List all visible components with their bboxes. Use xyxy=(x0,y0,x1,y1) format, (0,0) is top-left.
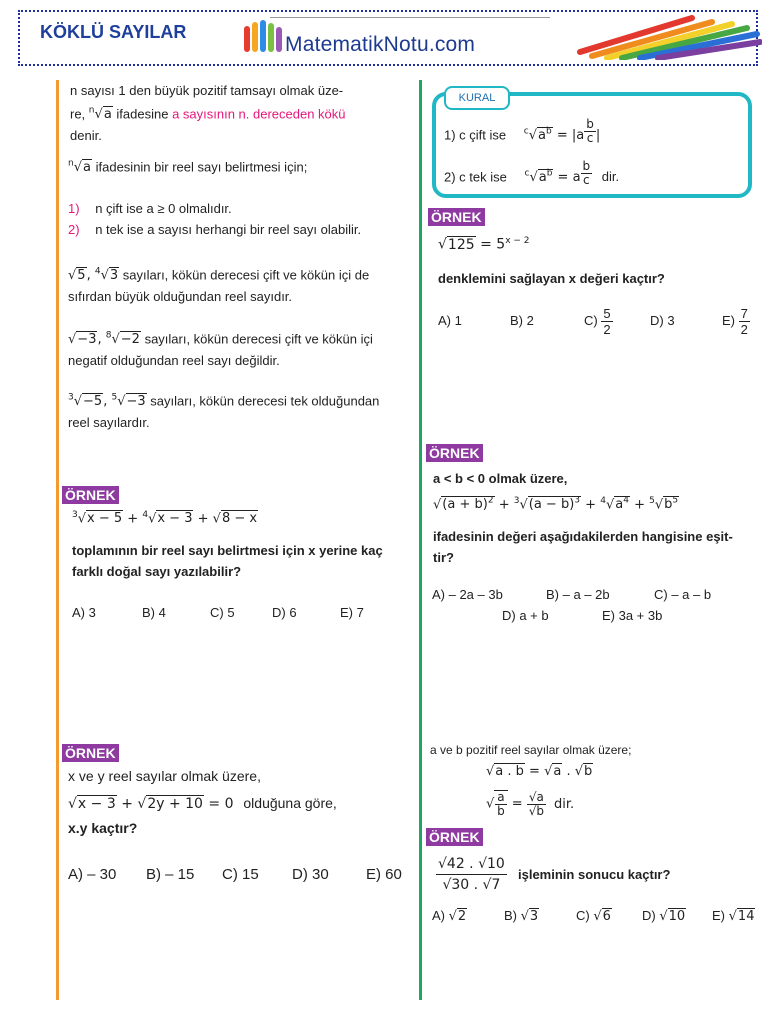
example-1-question xyxy=(72,540,417,582)
item-text: n tek ise a sayısı herhangi bir reel sayı olabilir. xyxy=(95,222,362,237)
answer-option[interactable]: C) 15 xyxy=(222,866,259,883)
para-line xyxy=(68,262,418,286)
option-letter: B) xyxy=(504,908,517,923)
answer-option[interactable]: D) a + b xyxy=(502,608,549,623)
option-letter: C) xyxy=(584,312,598,328)
condition-text: ifadesinin bir reel sayı belirtmesi için; xyxy=(95,159,308,175)
item-number: 1) xyxy=(68,201,80,216)
answer-option[interactable]: D) 30 xyxy=(292,866,329,883)
rule-2 xyxy=(444,160,619,188)
answer-option[interactable]: E) 60 xyxy=(366,866,402,883)
condition-2 xyxy=(68,219,361,240)
answer-option[interactable] xyxy=(432,908,467,924)
answer-option[interactable]: C) – a – b xyxy=(654,587,712,602)
nth-root-a: $^n$√a xyxy=(88,106,112,123)
item-number: 2) xyxy=(68,222,80,237)
example-2-equation xyxy=(68,795,337,812)
para-line: sıfırdan büyük olduğundan reel sayıdır. xyxy=(68,289,293,305)
option-value: √14 xyxy=(728,909,755,924)
rule-text: 1) c çift ise xyxy=(444,127,507,143)
para-line: reel sayılardır. xyxy=(68,415,150,431)
example-para-2 xyxy=(68,326,418,371)
question-line: ifadesinin değeri aşağıdakilerden hangisine eşit- xyxy=(433,529,733,544)
rule-label: KURAL xyxy=(444,86,510,110)
option-letter: E) xyxy=(722,312,735,328)
option-letter: E) xyxy=(712,908,725,923)
example-label: ÖRNEK xyxy=(62,744,119,762)
answer-option[interactable]: B) 4 xyxy=(142,605,166,620)
option-fraction: $\frac{7}{2}$ xyxy=(740,306,748,337)
para-line xyxy=(68,388,418,412)
intro-text: re, xyxy=(70,106,86,122)
radicand-fraction: $\frac{a}{b}$ xyxy=(494,790,507,818)
answer-option[interactable] xyxy=(712,908,755,924)
answer-option[interactable] xyxy=(722,306,750,337)
answer-option[interactable]: B) – a – 2b xyxy=(546,587,610,602)
option-letter: C) xyxy=(576,908,590,923)
example-para-1 xyxy=(68,262,418,307)
example-label: ÖRNEK xyxy=(426,828,483,846)
option-letter: A) xyxy=(432,908,445,923)
rule-1-formula: $^c√a^b = |a$ $^{\frac{b}{c}}$ | xyxy=(523,117,601,145)
example-3-question: denklemini sağlayan x değeri kaçtır? xyxy=(438,271,665,286)
intro-text: ifadesine xyxy=(116,106,169,122)
brand-divider xyxy=(270,17,550,18)
answer-option[interactable]: A) – 2a – 3b xyxy=(432,587,503,602)
exponent-fraction: b c xyxy=(582,159,591,187)
example-2-intro: x ve y reel sayılar olmak üzere, xyxy=(68,768,261,784)
nth-root-a: $^n$√a xyxy=(68,159,91,176)
example-label: ÖRNEK xyxy=(428,208,485,226)
example-label: ÖRNEK xyxy=(62,486,119,504)
root-expr: $^3$√−5, $^5$√−3 xyxy=(68,393,146,410)
brand-name: MatematikNotu.com xyxy=(285,33,476,56)
product-rule: √a . b = √a . √b xyxy=(486,764,593,779)
answer-option[interactable]: B) – 15 xyxy=(146,866,195,883)
colored-pencils-icon xyxy=(572,12,762,60)
answer-option[interactable]: D) 6 xyxy=(272,605,297,620)
equation-text: olduğuna göre, xyxy=(243,795,337,811)
root-expr: √5, $^4$√3 xyxy=(68,267,119,284)
rule-2-intro: a ve b pozitif reel sayılar olmak üzere; xyxy=(430,743,632,757)
expression-fraction: $\frac{√42 . √10}{√30 . √7}$ xyxy=(438,856,505,893)
answer-option[interactable] xyxy=(584,306,613,337)
example-4-condition: a < b < 0 olmak üzere, xyxy=(433,471,568,486)
rule-text: dir. xyxy=(601,169,620,185)
page-title: KÖKLÜ SAYILAR xyxy=(40,22,187,42)
example-3-equation: $√125 = 5^{x - 2}$ xyxy=(438,236,530,253)
right-column-rule xyxy=(419,80,422,1000)
option-fraction: $\frac{5}{2}$ xyxy=(603,306,611,337)
question-line: toplamının bir reel sayı belirtmesi için x yerine kaç xyxy=(72,543,383,558)
rule-text: dir. xyxy=(553,796,575,812)
answer-option[interactable]: B) 2 xyxy=(510,313,534,328)
condition-line xyxy=(68,154,307,178)
para-line xyxy=(68,326,418,350)
para-text: sayıları, kökün derecesi tek olduğundan xyxy=(150,393,380,409)
question-line: tir? xyxy=(433,550,454,565)
answer-option[interactable]: A) 1 xyxy=(438,313,462,328)
answer-option[interactable]: C) 5 xyxy=(210,605,235,620)
answer-option[interactable] xyxy=(576,908,612,924)
root-expr: √−3, $^8$√−2 xyxy=(68,331,140,348)
condition-1 xyxy=(68,198,232,219)
intro-line-3: denir. xyxy=(70,128,102,144)
option-value: √6 xyxy=(593,909,611,924)
question-line: farklı doğal sayı yazılabilir? xyxy=(72,564,242,579)
answer-option[interactable]: A) – 30 xyxy=(68,866,117,883)
rule-1 xyxy=(444,118,600,146)
answer-option[interactable]: E) 7 xyxy=(340,605,364,620)
hands-logo-icon xyxy=(242,18,288,58)
example-label: ÖRNEK xyxy=(426,444,483,462)
option-letter: D) xyxy=(642,908,656,923)
left-column-rule xyxy=(56,80,59,1000)
example-4-expression: $√(a + b)^2 + ^3√(a - b)^3 + ^4√a^4 + ^5√b^5$ xyxy=(433,496,679,513)
answer-option[interactable]: E) 3a + 3b xyxy=(602,608,663,623)
quotient-fraction: $\frac{√a}{√b}$ xyxy=(528,789,544,818)
example-4-question xyxy=(433,526,763,568)
intro-line-1: n sayısı 1 den büyük pozitif tamsayı olmak üze- xyxy=(70,83,344,98)
option-value: √2 xyxy=(448,909,467,924)
equation-expr: √x − 3 + √2y + 10 = 0 xyxy=(68,796,234,812)
intro-line-2 xyxy=(70,101,410,125)
example-1-expression: $^3$√x − 5 + $^4$√x − 3 + √8 − x xyxy=(72,510,258,527)
example-5-question: işleminin sonucu kaçtır? xyxy=(518,867,671,882)
intro-paragraph xyxy=(70,80,410,146)
exponent-fraction: b c xyxy=(586,117,594,145)
rule-text: 2) c tek ise xyxy=(444,169,507,185)
highlight-text: a sayısının n. dereceden kökü xyxy=(172,106,346,122)
answer-option[interactable]: D) 3 xyxy=(650,313,675,328)
option-value: √3 xyxy=(520,909,539,924)
example-2-question: x.y kaçtır? xyxy=(68,820,138,836)
rule-2-formula: $^c√a^b = a$ $^{\frac{b}{c}}$ xyxy=(524,159,591,187)
example-5-expression xyxy=(436,854,507,895)
answer-option[interactable] xyxy=(642,908,686,924)
item-text: n çift ise a ≥ 0 olmalıdır. xyxy=(95,201,232,216)
para-text: sayıları, kökün derecesi çift ve kökün içi xyxy=(144,331,373,347)
para-text: sayıları, kökün derecesi çift ve kökün içi de xyxy=(122,267,370,283)
option-value: √10 xyxy=(659,909,686,924)
quotient-rule: √ $\frac{a}{b}$ = $\frac{√a}{√b}$ dir. xyxy=(486,789,575,818)
example-para-3 xyxy=(68,388,418,433)
answer-option[interactable] xyxy=(504,908,539,924)
answer-option[interactable]: A) 3 xyxy=(72,605,96,620)
para-line: negatif olduğundan reel sayı değildir. xyxy=(68,353,280,369)
